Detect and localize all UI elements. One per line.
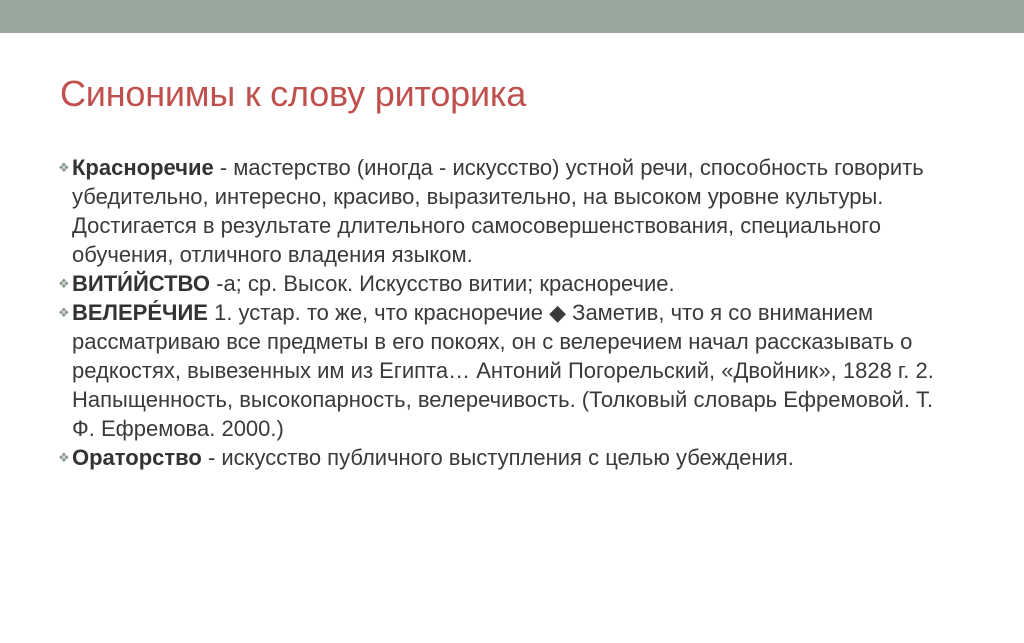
diamond-bullet-icon: ❖: [58, 305, 70, 320]
diamond-bullet-icon: ❖: [58, 160, 70, 175]
term: Ораторство: [72, 445, 202, 470]
term: ВЕЛЕРЕ́ЧИЕ: [72, 300, 208, 325]
term: Красноречие: [72, 155, 214, 180]
list-item: [58, 298, 958, 443]
slide-body: [58, 153, 958, 472]
list-item: [58, 443, 958, 472]
list-item: [58, 269, 958, 298]
term: ВИТИ́ЙСТВО: [72, 271, 210, 296]
diamond-bullet-icon: ❖: [58, 276, 70, 291]
list-item: [58, 153, 958, 269]
top-accent-bar: [0, 0, 1024, 33]
definition: 1. устар. то же, что красноречие ◆ Заметив, что я со вниманием рассматриваю все предметы в его покоях, он с велеречием начал рассказывать о редкостях, вывезенных им из Египта… Антоний Погорельский, «Двойник», 1828 г. 2. Напыщенность, высокопарность, велеречивость. (Толковый словарь Ефремовой. Т. Ф. Ефремова. 2000.): [72, 300, 934, 441]
diamond-bullet-icon: ❖: [58, 450, 70, 465]
definition: - мастерство (иногда - искусство) устной речи, способность говорить убедительно, интересно, красиво, выразительно, на высоком уровне культуры. Достигается в результате длительного самосовершенствования, специального обучения, отличного владения языком.: [72, 155, 924, 267]
slide-title: Синонимы к слову риторика: [60, 73, 527, 114]
definition: - искусство публичного выступления с целью убеждения.: [201, 445, 794, 470]
definition: -а; ср. Высок. Искусство витии; красноречие.: [210, 271, 675, 296]
